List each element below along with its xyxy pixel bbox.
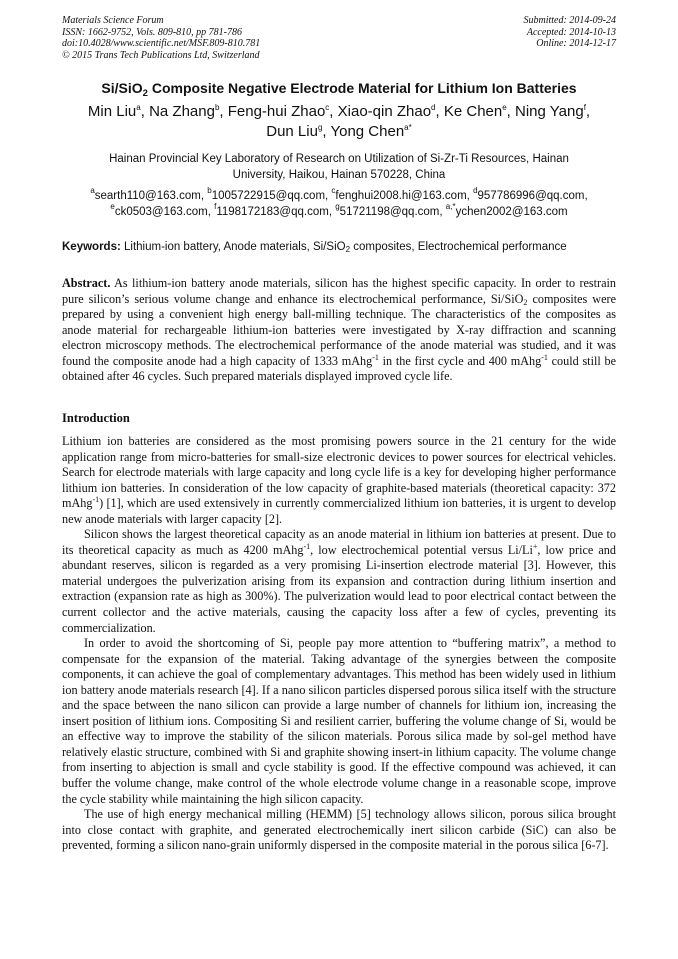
paragraph-text: Lithium ion batteries are considered as the most promising powers source in the 21 century for the wide application range from micro-batteries for small-size electronic devices to power sources for electrical vehicles. Search for electrode materials with large capacity and long cycle life is a key for developing higher performance lithium ion batteries. In consideration of the low capacity of graphite-based materials (theoretical capacity: 372 mAhg	[62, 434, 616, 511]
author-sep: ,	[329, 103, 338, 120]
email-mark: c	[331, 186, 336, 195]
journal-copyright: © 2015 Trans Tech Publications Ltd, Switzerland	[62, 49, 260, 61]
abstract-text: in the first cycle and 400 mAhg	[378, 353, 542, 368]
submission-dates	[524, 15, 617, 50]
paper-title	[40, 80, 638, 99]
author-sep: ,	[506, 103, 516, 120]
author-mark: g	[317, 123, 323, 132]
author-line	[40, 122, 638, 142]
journal-doi: doi:10.4028/www.scientific.net/MSF.809-810.781	[62, 38, 261, 49]
journal-name: Materials Science Forum	[62, 15, 164, 26]
abstract-subscript: 2	[523, 297, 528, 307]
author-mark: a	[136, 103, 141, 112]
email-mark: e	[110, 202, 115, 211]
email-link[interactable]: ychen2002@163.com	[455, 206, 568, 218]
email-link[interactable]: 957786996@qq.com,	[477, 190, 588, 202]
email-mark: f	[214, 202, 217, 211]
author-sep: ,	[585, 103, 591, 120]
author-name: Dun Liu	[266, 123, 318, 140]
author-sep: ,	[140, 103, 150, 120]
author-name: Ning Yang	[515, 103, 584, 120]
title-part: Si/SiO	[101, 80, 143, 96]
abstract-text: composites were prepared by using a convenient high energy ball-milling technique. The characteristics of the composites as anode material for rechargeable lithium-ion batteries were investigated by X-ray diffraction and scanning electron microscopy methods. The electrochemical performance of the anode material was studied, and it was found the composite anode had a high capacity of 1333 mAhg	[62, 291, 616, 368]
introduction-body	[62, 434, 616, 854]
keywords-subscript: 2	[345, 245, 351, 254]
author-sep: ,	[435, 103, 444, 120]
author-name: Feng-hui Zhao	[227, 103, 326, 120]
keywords	[62, 240, 616, 254]
author-name: Yong Chen	[330, 123, 405, 140]
keywords-text: composites, Electrochemical performance	[350, 241, 567, 253]
abstract-text: As lithium-ion battery anode materials, silicon has the highest specific capacity. In order to restrain pure silicon’s serious volume change and enhance its electrochemical performance, Si/SiO	[62, 276, 616, 306]
date-accepted: Accepted: 2014-10-13	[526, 26, 616, 38]
email-link[interactable]: ck0503@163.com,	[114, 206, 215, 218]
author-mark: d	[431, 103, 436, 112]
keywords-label: Keywords:	[62, 241, 121, 253]
title-subscript: 2	[142, 88, 148, 99]
author-mark: c	[325, 103, 330, 112]
email-link[interactable]: 51721198@qq.com,	[339, 206, 446, 218]
paragraph-text: , low electrochemical potential versus Li/Li	[310, 542, 533, 557]
author-sep: ,	[322, 123, 331, 140]
journal-info	[62, 15, 260, 61]
author-mark: b	[214, 103, 220, 112]
journal-issn: ISSN: 1662-9752, Vols. 809-810, pp 781-786	[62, 26, 242, 38]
abstract-label: Abstract.	[62, 276, 111, 290]
abstract	[62, 276, 616, 385]
author-name: Xiao-qin Zhao	[337, 103, 432, 120]
author-mark: e	[502, 103, 507, 112]
abstract-paragraph	[62, 276, 616, 385]
author-name: Min Liu	[87, 103, 137, 120]
paragraph-text: Silicon shows the largest theoretical capacity as an anode material in lithium ion batteries at present. Due to its theoretical capacity as much as 4200 mAhg	[62, 527, 616, 557]
intro-paragraph-2	[62, 527, 616, 636]
author-name: Ke Chen	[443, 103, 503, 120]
abstract-text: could still be obtained after 46 cycles. Such prepared materials displayed improved cycle life.	[62, 353, 616, 384]
author-emails	[40, 188, 638, 220]
intro-paragraph-1	[62, 434, 616, 527]
keywords-text: Lithium-ion battery, Anode materials, Si/SiO	[120, 241, 346, 253]
paragraph-superscript: -1	[303, 541, 311, 551]
affiliation	[40, 151, 638, 183]
author-sep: ,	[219, 103, 228, 120]
intro-paragraph-3: In order to avoid the shortcoming of Si, people pay more attention to “buffering matrix”, a method to compensate for the expansion of the material. Taking advantage of the synergies between the composite components, it can achieve the goal of complementary advantages. This method has been widely used in lithium ion battery anode materials research [4]. If a nano silicon particles dispersed porous silica itself with the structure and the space between the nano silicon can provide a large number of channels for lithium ion, increasing the insert position of lithium ions. Compositing Si and resilient carrier, buffering the volume change of Si, would be an effective way to improve the stability of the silicon materials. Porous silica made by sol-gel method have relatively elastic structure, combined with Si and graphite showing insert-in lithium capacity. The volume change from inserting to abjection is small and cycle stability is good. If the effective compound was achieved, it can buffer the volume change, make control of the whole electrode volume change in a reasonable scope, improve the cycle stability while maintaining the high silicon capacity.	[62, 636, 616, 806]
paragraph-text: , low price and abundant reserves, silicon is regarded as a very promising Li-insertion electrode material [3]. However, this material undergoes the pulverization arising from its expansion and contraction during lithium insertion and extraction (expansion rate as high as 300%). The pulverization would lead to poor electrical contact between the current collector and the active materials, causing the capacity loss after a few of cycles, preventing its commercialization.	[62, 542, 616, 635]
abstract-superscript: -1	[541, 352, 548, 362]
author-list	[40, 102, 638, 142]
date-submitted: Submitted: 2014-09-24	[523, 15, 616, 26]
email-mark: a	[90, 186, 95, 195]
paragraph-superscript: -1	[92, 495, 100, 505]
email-mark: a,*	[445, 202, 456, 211]
email-mark: g	[335, 202, 340, 211]
email-line	[40, 204, 638, 220]
email-link[interactable]: searth110@163.com,	[94, 190, 208, 202]
affiliation-line: University, Haikou, Hainan 570228, China	[232, 169, 446, 181]
paragraph-text: ) [1], which are used extensively in currently commercialized lithium ion batteries, it is urgent to develop new anode materials with larger capacity [2].	[62, 496, 616, 526]
email-link[interactable]: fenghui2008.hi@163.com,	[335, 190, 474, 202]
author-mark: a*	[404, 123, 412, 132]
email-mark: b	[207, 186, 212, 195]
author-line	[40, 102, 638, 122]
abstract-superscript: -1	[372, 352, 379, 362]
section-heading-introduction: Introduction	[62, 411, 130, 425]
author-name: Na Zhang	[149, 103, 215, 120]
email-mark: d	[473, 186, 478, 195]
affiliation-line: Hainan Provincial Key Laboratory of Research on Utilization of Si-Zr-Ti Resources, Hainan	[109, 153, 569, 165]
email-link[interactable]: 1005722915@qq.com,	[211, 190, 332, 202]
paragraph-superscript: +	[532, 541, 538, 551]
title-part: Composite Negative Electrode Material for Lithium Ion Batteries	[147, 80, 577, 96]
intro-paragraph-4: The use of high energy mechanical milling (HEMM) [5] technology allows silicon, porous silica brought into close contact with graphite, and generated electrochemically inert silicon carbide (SiC) can also be prevented, forming a silicon nano-grain uniformly dispersed in the composite material in the porous silica [6-7].	[62, 807, 616, 853]
date-online: Online: 2014-12-17	[536, 38, 616, 49]
email-link[interactable]: 1198172183@qq.com,	[216, 206, 336, 218]
author-mark: f	[583, 103, 586, 112]
